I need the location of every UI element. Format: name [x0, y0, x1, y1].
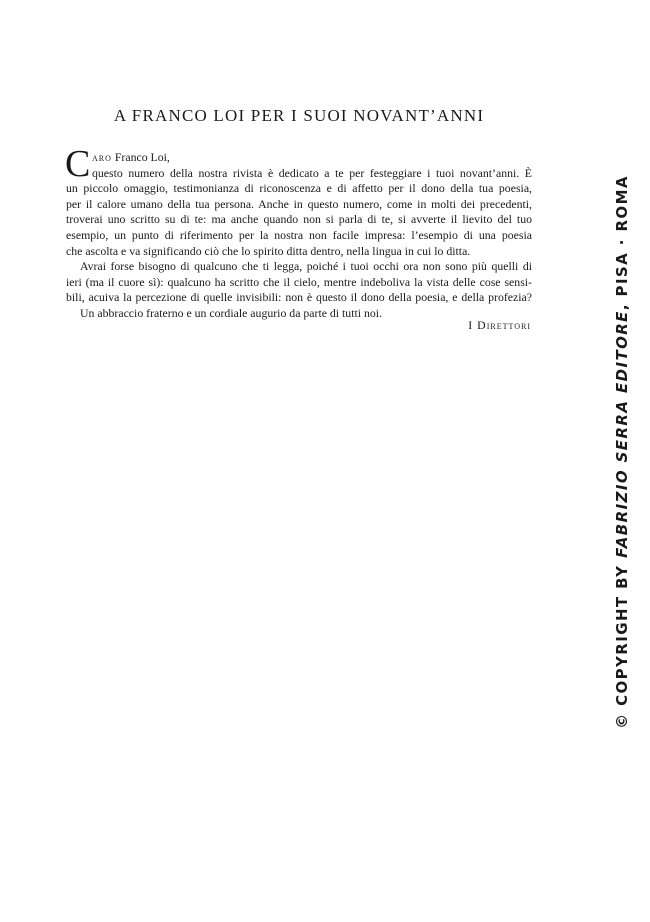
- copyright-suffix: , PISA · ROMA: [613, 175, 631, 311]
- paragraph-line: per il calore umano della tua persona. Anche in questo numero, come in molti dei precedenti,: [66, 196, 532, 211]
- paragraph-line: esempio, un punto di riferimento per la nostra non facile impresa: l’esempio di una poesia: [66, 227, 532, 242]
- letter-body: [65, 143, 532, 322]
- salutation-rest: Franco Loi,: [111, 150, 170, 164]
- paragraph-line: questo numero della nostra rivista è dedicato a te per festeggiare i tuoi novant’anni. È: [92, 165, 532, 180]
- paragraph-line: ieri (ma il cuore sì): qualcuno ha scritto che il cielo, mentre indeboliva la vista delle cose sensi-: [66, 274, 532, 289]
- signature: I Direttori: [468, 318, 531, 332]
- paragraph-line: bili, acuiva la percezione di quelle invisibili: non è questo il dono della poesia, e della profezia?: [66, 290, 532, 305]
- copyright-publisher: FABRIZIO SERRA EDITORE: [613, 310, 631, 558]
- drop-cap: C: [65, 143, 91, 185]
- paragraph-line: troverai uno scritto su di te: ma anche quando non si parla di te, si avverte il lievito del tuo: [66, 212, 532, 227]
- paragraph-line: Avrai forse bisogno di qualcuno che ti legga, poiché i tuoi occhi ora non sono più quelli di: [80, 259, 532, 274]
- salutation: [92, 150, 170, 166]
- page-title: A FRANCO LOI PER I SUOI NOVANT’ANNI: [113, 106, 485, 125]
- paragraph-line: che ascolta e va significando ciò che lo spirito ditta dentro, nella lingua in cui lo ditta.: [66, 243, 471, 258]
- salutation-smallcaps: aro: [92, 150, 112, 164]
- copyright-prefix: © COPYRIGHT BY: [613, 557, 631, 729]
- paragraph-line: Un abbraccio fraterno e un cordiale augurio da parte di tutti noi.: [80, 305, 383, 320]
- copyright-notice: [613, 175, 631, 729]
- paragraph-line: un piccolo omaggio, testimonianza di riconoscenza e di affetto per il dono della tua poesia,: [66, 181, 532, 196]
